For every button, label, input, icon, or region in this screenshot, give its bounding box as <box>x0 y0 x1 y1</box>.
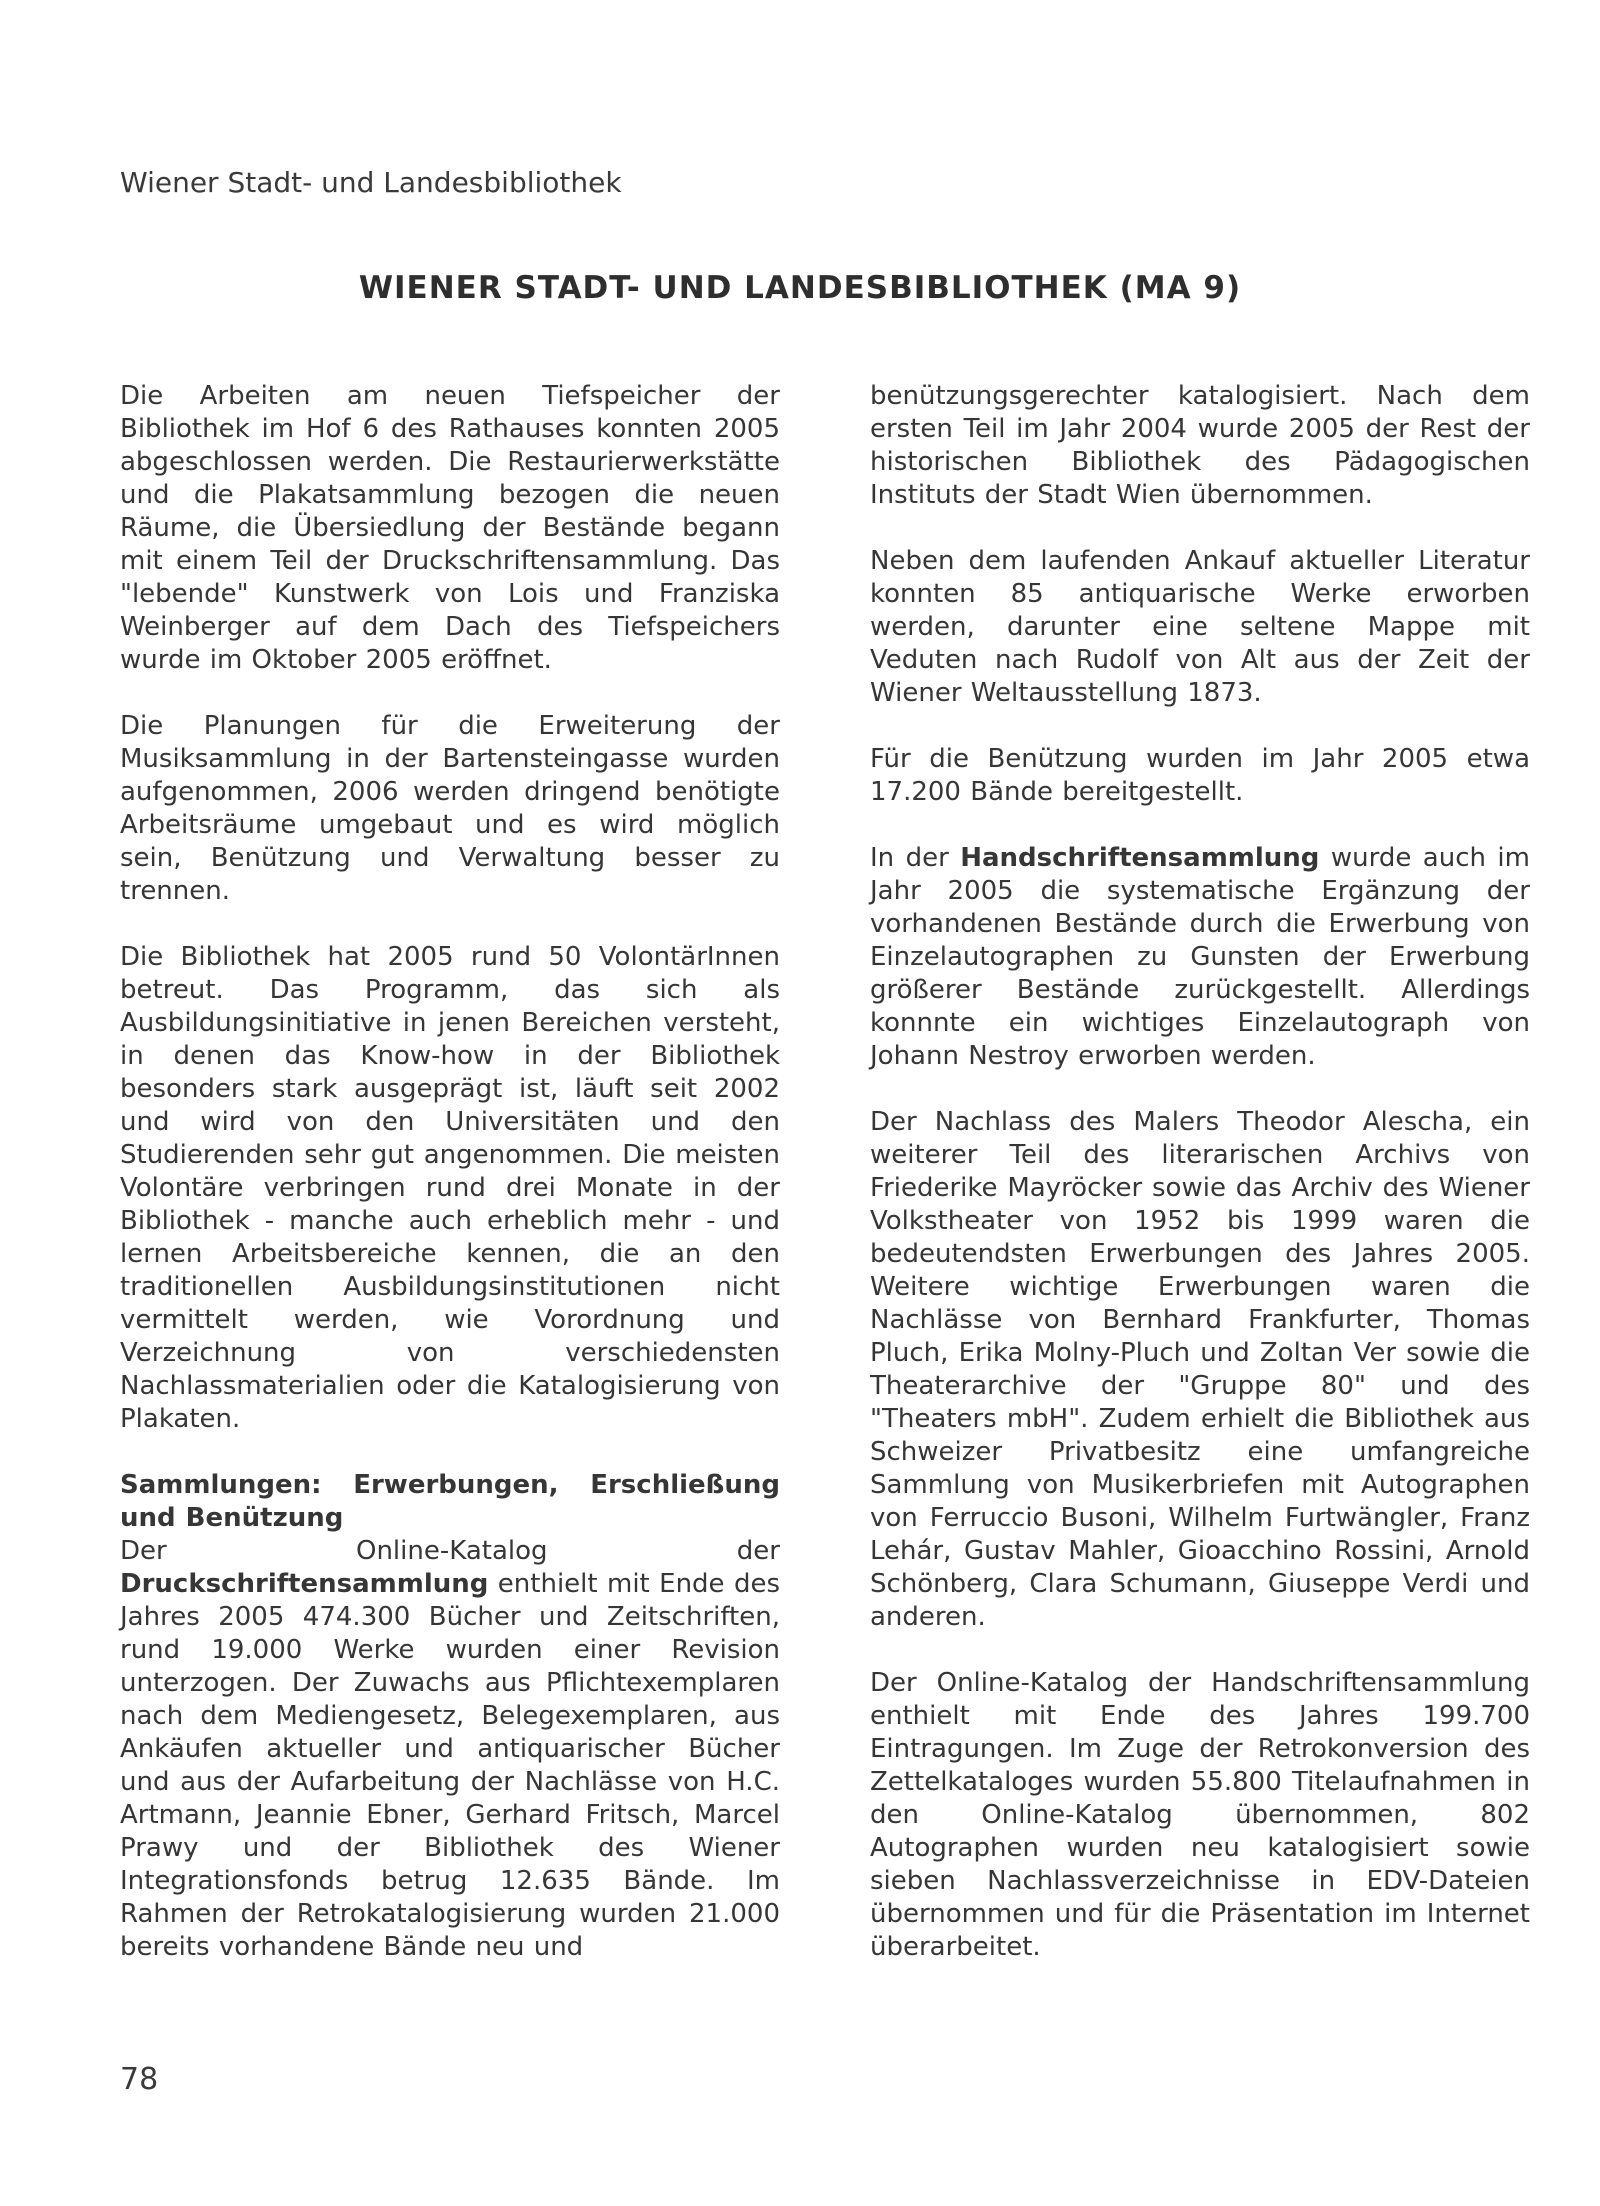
body-paragraph <box>870 1667 1530 1964</box>
two-column-body <box>120 380 1530 1997</box>
right-column <box>870 380 1530 1997</box>
text-run: Die Bibliothek hat 2005 rund 50 VolontärInnen betreut. Das Programm, das sich als Ausbildungsinitiative in jenen Bereichen versteht, in denen das Know-how in der Bibliothek besonders stark ausgeprägt ist, läuft seit 2002 und wird von den Universitäten und den Studierenden sehr gut angenommen. Die meisten Volontäre verbringen rund drei Monate in der Bibliothek - manche auch erheblich mehr - und lernen Arbeitsbereiche kennen, die an den traditionellen Ausbildungsinstitutionen nicht vermittelt werden, wie Vorordnung und Verzeichnung von verschiedensten Nachlassmaterialien oder die Katalogisierung von Plakaten. <box>120 942 780 1434</box>
body-paragraph <box>870 380 1530 512</box>
bold-text-run: Handschriftensammlung <box>960 843 1320 873</box>
text-run: Der Nachlass des Malers Theodor Alescha, ein weiterer Teil des literarischen Archivs von Friederike Mayröcker sowie das Archiv des Wiener Volkstheater von 1952 bis 1999 waren die bedeutendsten Erwerbungen des Jahres 2005. Weitere wichtige Erwerbungen waren die Nachlässe von Bernhard Frankfurter, Thomas Pluch, Erika Molny-Pluch und Zoltan Ver sowie die Theaterarchive der "Gruppe 80" und des "Theaters mbH". Zudem erhielt die Bibliothek aus Schweizer Privatbesitz eine umfangreiche Sammlung von Musikerbriefen mit Autographen von Ferruccio Busoni, Wilhelm Furtwängler, Franz Lehár, Gustav Mahler, Gioacchino Rossini, Arnold Schönberg, Clara Schumann, Giuseppe Verdi und anderen. <box>870 1107 1530 1632</box>
text-run: wurde auch im Jahr 2005 die systematische Ergänzung der vorhandenen Bestände durch die Erwerbung von Einzelautographen zu Gunsten der Erwerbung größerer Bestände zurückgestellt. Allerdings konnnte ein wichtiges Einzelautograph von Johann Nestroy erworben werden. <box>870 843 1530 1071</box>
bold-text-run: Sammlungen: Erwerbungen, Erschließung und Benützung <box>120 1470 780 1533</box>
section-heading <box>120 1469 780 1535</box>
body-paragraph <box>870 545 1530 710</box>
page-number: 78 <box>120 2062 159 2097</box>
text-run: Neben dem laufenden Ankauf aktueller Literatur konnten 85 antiquarische Werke erworben werden, darunter eine seltene Mappe mit Veduten nach Rudolf von Alt aus der Zeit der Wiener Weltausstellung 1873. <box>870 546 1530 708</box>
text-run: Der Online-Katalog der Handschriftensammlung enthielt mit Ende des Jahres 199.700 Eintragungen. Im Zuge der Retrokonversion des Zettelkataloges wurden 55.800 Titelaufnahmen in den Online-Katalog übernommen, 802 Autographen wurden neu katalogisiert sowie sieben Nachlassverzeichnisse in EDV-Dateien übernommen und für die Präsentation im Internet überarbeitet. <box>870 1668 1530 1962</box>
bold-text-run: Druckschriftensammlung <box>120 1569 489 1599</box>
body-paragraph <box>120 1535 780 1964</box>
text-run: In der <box>870 843 961 873</box>
text-run: Die Arbeiten am neuen Tiefspeicher der Bibliothek im Hof 6 des Rathauses konnten 2005 abgeschlossen werden. Die Restaurierwerkstätte und die Plakatsammlung bezogen die neuen Räume, die Übersiedlung der Bestände begann mit einem Teil der Druckschriftensammlung. Das "lebende" Kunstwerk von Lois und Franziska Weinberger auf dem Dach des Tiefspeichers wurde im Oktober 2005 eröffnet. <box>120 381 780 675</box>
text-run: enthielt mit Ende des Jahres 2005 474.300 Bücher und Zeitschriften, rund 19.000 Werke wurden einer Revision unterzogen. Der Zuwachs aus Pflichtexemplaren nach dem Mediengesetz, Belegexemplaren, aus Ankäufen aktueller und antiquarischer Bücher und aus der Aufarbeitung der Nachlässe von H.C. Artmann, Jeannie Ebner, Gerhard Fritsch, Marcel Prawy und der Bibliothek des Wiener Integrationsfonds betrug 12.635 Bände. Im Rahmen der Retrokatalogisierung wurden 21.000 bereits vorhandene Bände neu und <box>120 1569 780 1962</box>
body-paragraph <box>120 710 780 908</box>
left-column <box>120 380 780 1997</box>
body-paragraph <box>870 743 1530 809</box>
running-header: Wiener Stadt- und Landesbibliothek <box>120 166 622 199</box>
body-paragraph <box>120 380 780 677</box>
page-title: WIENER STADT- UND LANDESBIBLIOTHEK (MA 9) <box>358 270 1242 306</box>
body-paragraph <box>120 941 780 1436</box>
body-paragraph <box>870 842 1530 1073</box>
text-run: benützungsgerechter katalogisiert. Nach dem ersten Teil im Jahr 2004 wurde 2005 der Rest der historischen Bibliothek des Pädagogischen Instituts der Stadt Wien übernommen. <box>870 381 1530 510</box>
text-run: Für die Benützung wurden im Jahr 2005 etwa 17.200 Bände bereitgestellt. <box>870 744 1530 807</box>
text-run: Die Planungen für die Erweiterung der Musiksammlung in der Bartensteingasse wurden aufgenommen, 2006 werden dringend benötigte Arbeitsräume umgebaut und es wird möglich sein, Benützung und Verwaltung besser zu trennen. <box>120 711 780 906</box>
text-run: Der Online-Katalog der <box>120 1536 780 1566</box>
body-paragraph <box>870 1106 1530 1634</box>
